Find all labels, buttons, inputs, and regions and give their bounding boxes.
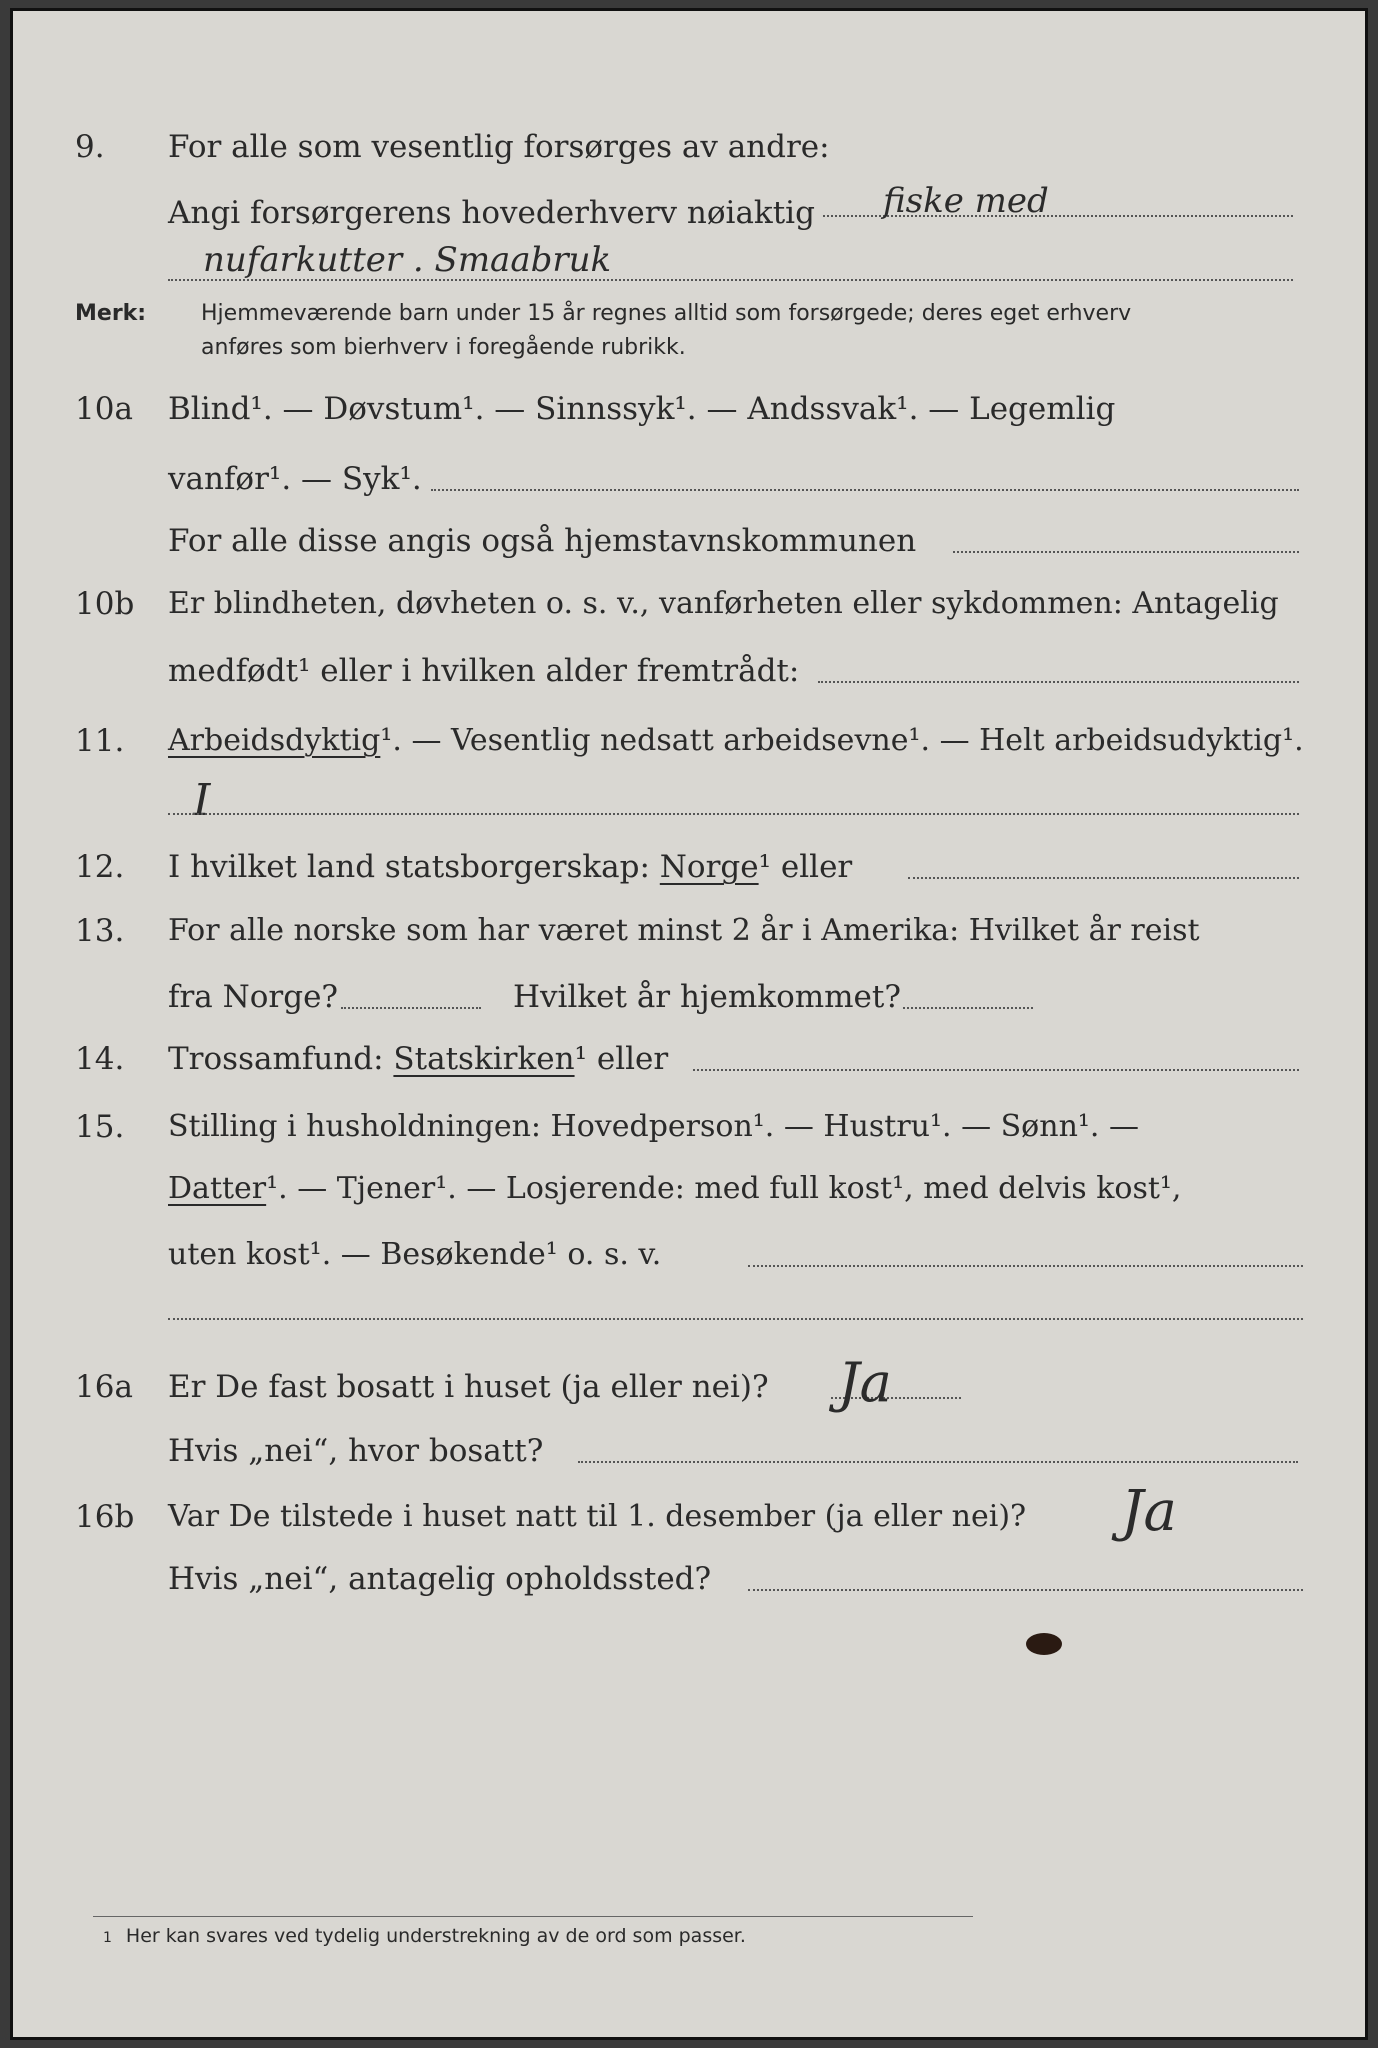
handwritten-answer: nufarkutter . Smaabruk [203,240,612,280]
question-number: 16b [75,1499,135,1535]
question-text: uten kost¹. — Besøkende¹ o. s. v. [168,1237,662,1272]
footnote-mark: 1 [103,1930,112,1946]
question-10a-line3 [13,523,1371,583]
question-text: Arbeidsdyktig¹. — Vesentlig nedsatt arbeidsevne¹. — Helt arbeidsudyktig¹. [168,723,1304,758]
question-16b [13,1479,1371,1559]
answer-line[interactable] [818,681,1299,683]
selected-option: Datter [168,1171,267,1206]
footnote [103,1925,746,1947]
answer-line[interactable] [953,551,1299,553]
question-13 [13,913,1371,973]
question-16a [13,1351,1371,1429]
census-form-page [10,8,1368,2040]
question-10b [13,586,1371,646]
question-number: 11. [75,723,125,759]
question-number: 13. [75,913,125,949]
question-10a-line2 [13,461,1371,521]
question-number: 10a [75,391,133,427]
handwritten-answer: Ja [838,1351,892,1414]
question-12 [13,849,1371,909]
question-15-line2 [13,1171,1371,1231]
question-text: For alle disse angis også hjemstavnskommunen [168,523,917,559]
answer-line[interactable] [748,1265,1303,1267]
note-label: Merk: [75,301,147,326]
answer-line[interactable] [693,1069,1299,1071]
question-number: 16a [75,1369,133,1405]
question-number: 10b [75,586,135,622]
answer-line[interactable] [578,1461,1298,1463]
question-13-line2 [13,979,1371,1039]
question-15-line4 [13,1296,1371,1356]
answer-line[interactable] [341,1007,481,1009]
handwritten-answer: I [193,775,211,826]
question-15-line3 [13,1237,1371,1297]
answer-line[interactable] [903,1007,1033,1009]
question-10a [13,391,1371,451]
selected-option: Arbeidsdyktig [168,723,381,758]
question-text: Hvilket år hjemkommet? [513,979,901,1015]
question-text: Er De fast bosatt i huset (ja eller nei)? [168,1369,769,1405]
question-number: 14. [75,1041,125,1077]
question-text: Angi forsørgerens hovederhverv nøiaktig [168,195,815,231]
question-15 [13,1109,1371,1169]
answer-line[interactable] [168,1318,1303,1320]
question-text: vanfør¹. — Syk¹. [168,461,422,497]
question-number: 12. [75,849,125,885]
answer-line[interactable] [431,489,1299,491]
footnote-text: Her kan svares ved tydelig understrekning av de ord som passer. [125,1925,746,1947]
answer-line[interactable] [908,877,1299,879]
handwritten-answer: fiske med [883,181,1049,221]
ink-blot [1026,1633,1062,1655]
question-text: Datter¹. — Tjener¹. — Losjerende: med full kost¹, med delvis kost¹, [168,1171,1182,1206]
question-text: Blind¹. — Døvstum¹. — Sinnssyk¹. — Andssvak¹. — Legemlig [168,391,1116,427]
selected-option: Statskirken [393,1041,575,1077]
answer-line[interactable] [168,813,1299,815]
question-text: fra Norge? [168,979,339,1015]
selected-option: Norge [659,849,759,885]
question-number: 9. [75,129,105,165]
question-16b-line2 [13,1561,1371,1621]
question-text: Trossamfund: Statskirken¹ eller [168,1041,669,1077]
question-number: 15. [75,1109,125,1145]
answer-line[interactable] [748,1589,1303,1591]
question-text: I hvilket land statsborgerskap: Norge¹ eller [168,849,853,885]
handwritten-answer: Ja [1121,1479,1177,1544]
question-text: Stilling i husholdningen: Hovedperson¹. — Hustru¹. — Sønn¹. — [168,1109,1139,1144]
question-text: For alle som vesentlig forsørges av andre: [168,129,830,165]
note-text: Hjemmeværende barn under 15 år regnes alltid som forsørgede; deres eget erhverv [201,301,1132,326]
note-text: anføres som bierhverv i foregående rubrikk. [201,335,686,360]
question-10b-line2 [13,653,1371,713]
question-text: Hvis „nei“, hvor bosatt? [168,1433,544,1469]
question-11 [13,723,1371,783]
question-text: For alle norske som har været minst 2 år i Amerika: Hvilket år reist [168,913,1200,948]
question-11-answer [13,775,1371,841]
footnote-rule [93,1916,973,1917]
question-14 [13,1041,1371,1101]
question-text: Hvis „nei“, antagelig opholdssted? [168,1561,712,1597]
question-text: Var De tilstede i huset natt til 1. desember (ja eller nei)? [168,1499,1027,1534]
question-text: medfødt¹ eller i hvilken alder fremtrådt: [168,653,800,689]
question-9 [13,129,1371,189]
question-text: Er blindheten, døvheten o. s. v., vanførheten eller sykdommen: Antagelig [168,586,1279,621]
